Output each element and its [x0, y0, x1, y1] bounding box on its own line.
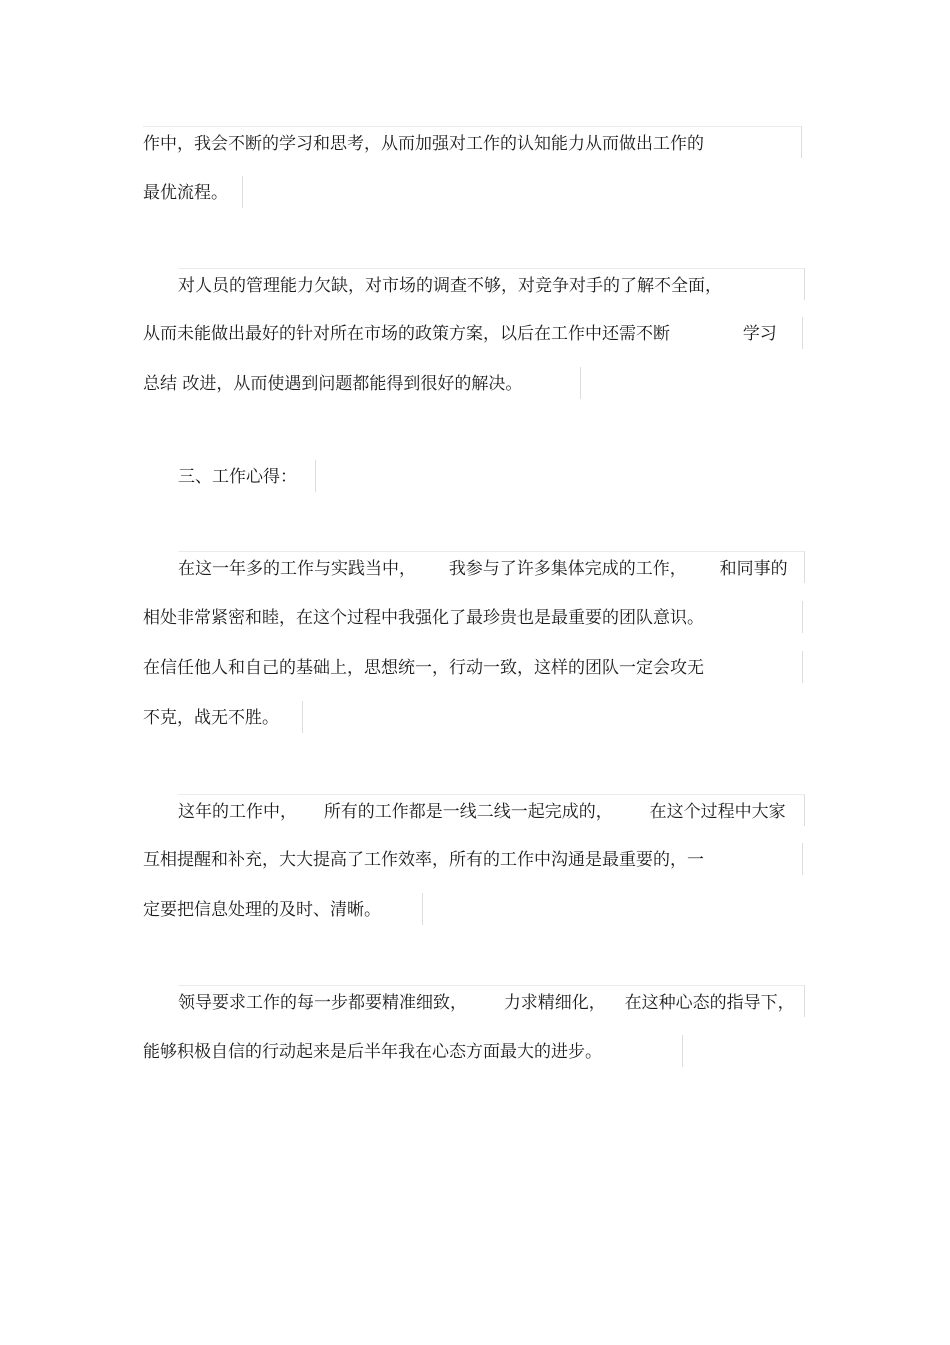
text-line: 学习 [742, 324, 777, 344]
text-line: 作中，我会不断的学习和思考，从而加强对工作的认知能力从而做出工作的 [143, 134, 704, 154]
paragraph-3-line-1 [178, 551, 805, 583]
text-line: 从而未能做出最好的针对所在市场的政策方案，以后在工作中还需不断 [143, 324, 670, 344]
text-line: 力求精细化， [503, 993, 606, 1013]
paragraph-5-line-1 [178, 985, 805, 1017]
paragraph-4-line-2 [143, 843, 803, 875]
text-line: 和同事的 [719, 559, 788, 579]
paragraph-3-line-2 [143, 601, 803, 633]
paragraph-2-line-2 [143, 317, 803, 349]
text-line: 在这个过程中大家 [649, 802, 786, 822]
text-line: 不克，战无不胜。 [143, 708, 279, 728]
text-line: 对人员的管理能力欠缺，对市场的调查不够，对竞争对手的了解不全面， [178, 276, 722, 296]
paragraph-5-line-2 [143, 1035, 683, 1067]
paragraph-2-line-3 [143, 367, 581, 399]
text-line: 互相提醒和补充，大大提高了工作效率，所有的工作中沟通是最重要的，一 [143, 850, 704, 870]
text-line: 领导要求工作的每一步都要精准细致， [178, 993, 467, 1013]
paragraph-1-line-2 [143, 176, 243, 208]
text-line: 这年的工作中， [178, 802, 297, 822]
text-line: 在信任他人和自己的基础上，思想统一，行动一致，这样的团队一定会攻无 [143, 658, 704, 678]
text-line: 定要把信息处理的及时、清晰。 [143, 900, 381, 920]
paragraph-3-line-3 [143, 651, 803, 683]
paragraph-2-line-1 [178, 268, 805, 300]
text-line: 我参与了许多集体完成的工作， [448, 559, 687, 579]
text-line: 最优流程。 [143, 183, 228, 203]
text-line: 所有的工作都是一线二线一起完成的， [323, 802, 613, 822]
paragraph-3-line-4 [143, 701, 303, 733]
paragraph-4-line-3 [143, 893, 423, 925]
text-line: 在这一年多的工作与实践当中， [178, 559, 416, 579]
text-line: 能够积极自信的行动起来是后半年我在心态方面最大的进步。 [143, 1042, 602, 1062]
text-line: 相处非常紧密和睦，在这个过程中我强化了最珍贵也是最重要的团队意识。 [143, 608, 704, 628]
text-line: 总结 改进，从而使遇到问题都能得到很好的解决。 [143, 374, 523, 394]
paragraph-4-line-1 [178, 794, 805, 826]
heading-text: 三、工作心得： [178, 467, 297, 487]
paragraph-1-line-1 [143, 126, 802, 158]
text-line: 在这种心态的指导下， [624, 993, 795, 1013]
section-heading [178, 460, 316, 492]
